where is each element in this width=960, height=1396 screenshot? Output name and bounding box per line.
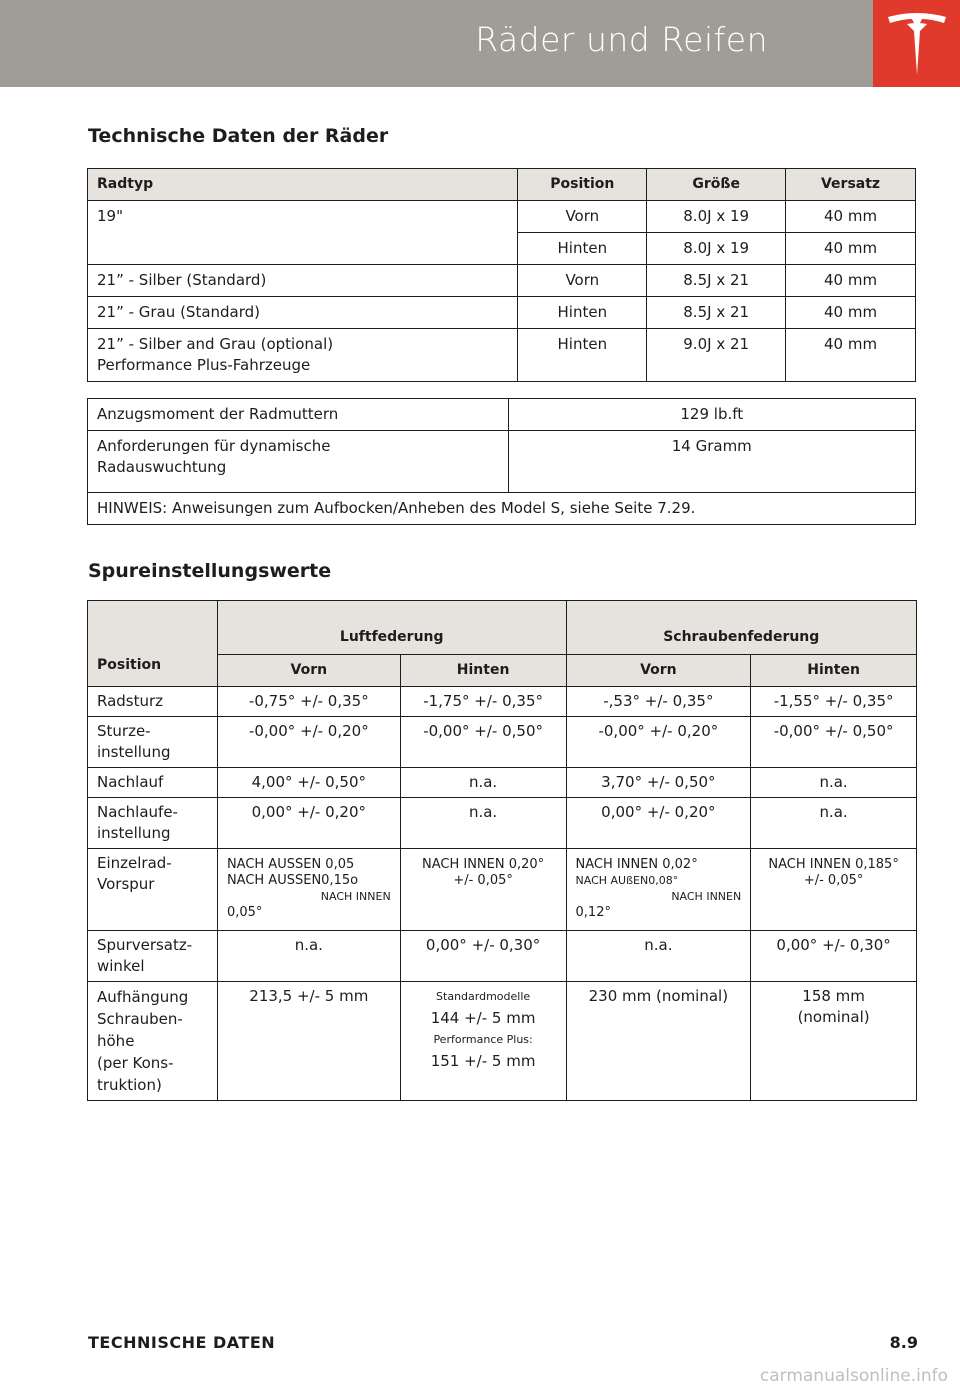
torque-value: 129 lb.ft <box>508 399 915 431</box>
row-label-line: truktion) <box>97 1076 162 1094</box>
row-label-line: (per Kons- <box>97 1054 174 1072</box>
row-label-line: Einzelrad- <box>97 854 172 872</box>
footer-section-label: TECHNISCHE DATEN <box>88 1333 276 1352</box>
offset-cell: 40 mm <box>786 233 916 265</box>
offset-cell: 40 mm <box>786 265 916 297</box>
toe-line: +/- 0,05° <box>803 873 864 888</box>
row-label-line: höhe <box>97 1032 135 1050</box>
size-cell: 9.0J x 21 <box>647 329 786 382</box>
wheel-type-cell: 21” - Grau (Standard) <box>88 297 518 329</box>
wheel-type-cell <box>88 329 518 382</box>
toe-line: 0,12° <box>575 905 611 920</box>
table-row <box>88 687 917 717</box>
value-cell: -0,00° +/- 0,20° <box>566 717 751 768</box>
toe-line: NACH INNEN 0,20° <box>422 857 545 872</box>
col-header: Vorn <box>566 655 751 687</box>
position-cell: Vorn <box>518 201 647 233</box>
table-header-row <box>88 601 917 655</box>
value-cell: -1,75° +/- 0,35° <box>400 687 566 717</box>
toe-cell <box>566 849 751 931</box>
row-label <box>88 982 218 1101</box>
offset-cell: 40 mm <box>786 297 916 329</box>
row-label-line: Aufhängung <box>97 988 189 1006</box>
value-cell: -1,55° +/- 0,35° <box>751 687 917 717</box>
toe-line: NACH INNEN <box>671 890 742 903</box>
header-bar <box>0 0 873 87</box>
value-cell: -,53° +/- 0,35° <box>566 687 751 717</box>
table-row <box>88 399 916 431</box>
value-cell: -0,00° +/- 0,50° <box>400 717 566 768</box>
note-cell: HINWEIS: Anweisungen zum Aufbocken/Anheben des Model S, siehe Seite 7.29. <box>88 493 916 525</box>
toe-line: NACH INNEN <box>320 890 391 903</box>
height-cell <box>751 982 917 1101</box>
wheel-type-line: 21” - Silber and Grau (optional) <box>97 335 334 353</box>
table-row <box>88 297 916 329</box>
toe-cell <box>400 849 566 931</box>
col-header: Radtyp <box>88 169 518 201</box>
table-header-row <box>88 169 916 201</box>
table-row <box>88 798 917 849</box>
offset-cell: 40 mm <box>786 329 916 382</box>
value-cell: -0,75° +/- 0,35° <box>217 687 400 717</box>
row-label <box>88 717 218 768</box>
row-label <box>88 798 218 849</box>
height-line: Performance Plus: <box>433 1033 533 1046</box>
wheels-section-title: Technische Daten der Räder <box>88 125 389 147</box>
position-cell: Vorn <box>518 265 647 297</box>
value-cell: 0,00° +/- 0,30° <box>751 931 917 982</box>
size-cell: 8.0J x 19 <box>647 201 786 233</box>
toe-cell <box>217 849 400 931</box>
value-cell: 213,5 +/- 5 mm <box>217 982 400 1101</box>
height-cell <box>400 982 566 1101</box>
value-cell: n.a. <box>217 931 400 982</box>
value-cell: n.a. <box>566 931 751 982</box>
height-line: (nominal) <box>797 1008 870 1026</box>
value-cell: 0,00° +/- 0,30° <box>400 931 566 982</box>
table-row <box>88 201 916 233</box>
row-label-line: Nachlaufe- <box>97 803 178 821</box>
row-label-line: winkel <box>97 957 145 975</box>
watermark: carmanualsonline.info <box>759 1366 948 1386</box>
alignment-table <box>87 600 917 1101</box>
height-line: Standardmodelle <box>436 990 531 1003</box>
value-cell: -0,00° +/- 0,50° <box>751 717 917 768</box>
wheel-type-cell: 19" <box>88 201 518 265</box>
table-row <box>88 982 917 1101</box>
position-cell: Hinten <box>518 329 647 382</box>
row-label-line: Spurversatz- <box>97 936 193 954</box>
offset-cell: 40 mm <box>786 201 916 233</box>
wheel-type-line: Performance Plus-Fahrzeuge <box>97 356 311 374</box>
table-row <box>88 265 916 297</box>
table-row <box>88 329 916 382</box>
tesla-logo <box>873 0 960 87</box>
row-label-line: Sturze- <box>97 722 151 740</box>
position-cell: Hinten <box>518 297 647 329</box>
balance-label <box>88 431 509 493</box>
col-header: Hinten <box>400 655 566 687</box>
col-header: Größe <box>647 169 786 201</box>
row-label: Nachlauf <box>88 768 218 798</box>
coil-suspension-header: Schraubenfederung <box>566 601 916 655</box>
row-label <box>88 849 218 931</box>
wheel-type-cell: 21” - Silber (Standard) <box>88 265 518 297</box>
balance-value: 14 Gramm <box>508 431 915 493</box>
height-line: 144 +/- 5 mm <box>430 1009 536 1027</box>
value-cell: 230 mm (nominal) <box>566 982 751 1101</box>
row-label-line: Schrauben- <box>97 1010 183 1028</box>
value-cell: n.a. <box>400 768 566 798</box>
toe-line: 0,05° <box>226 905 263 920</box>
table-row <box>88 493 916 525</box>
balance-label-line: Anforderungen für dynamische <box>97 437 331 455</box>
toe-line: +/- 0,05° <box>453 873 513 888</box>
value-cell: n.a. <box>400 798 566 849</box>
position-header: Position <box>88 601 218 687</box>
toe-line: NACH INNEN 0,02° <box>575 857 698 872</box>
table-row <box>88 431 916 493</box>
toe-cell <box>751 849 917 931</box>
wheel-spec-table <box>87 168 916 382</box>
height-line: 151 +/- 5 mm <box>430 1052 536 1070</box>
col-header: Hinten <box>751 655 917 687</box>
table-row <box>88 931 917 982</box>
value-cell: 0,00° +/- 0,20° <box>217 798 400 849</box>
toe-line: NACH AUSSEN 0,05 <box>226 857 355 872</box>
col-header: Position <box>518 169 647 201</box>
size-cell: 8.5J x 21 <box>647 297 786 329</box>
row-label-line: Vorspur <box>97 875 155 893</box>
table-row <box>88 849 917 931</box>
alignment-section-title: Spureinstellungswerte <box>88 560 332 582</box>
col-header: Vorn <box>217 655 400 687</box>
torque-table <box>87 398 916 525</box>
toe-line: NACH AUSSEN0,15o <box>226 873 359 888</box>
value-cell: n.a. <box>751 768 917 798</box>
value-cell: 4,00° +/- 0,50° <box>217 768 400 798</box>
size-cell: 8.0J x 19 <box>647 233 786 265</box>
toe-line: NACH AUßEN0,08° <box>575 874 679 887</box>
page-title: Räder und Reifen <box>475 20 768 59</box>
size-cell: 8.5J x 21 <box>647 265 786 297</box>
tesla-logo-icon <box>886 11 948 77</box>
page-number: 8.9 <box>889 1333 918 1352</box>
col-header: Versatz <box>786 169 916 201</box>
height-line: 158 mm <box>802 987 865 1005</box>
value-cell: 3,70° +/- 0,50° <box>566 768 751 798</box>
row-label-line: instellung <box>97 743 171 761</box>
table-row <box>88 768 917 798</box>
row-label: Radsturz <box>88 687 218 717</box>
row-label-line: instellung <box>97 824 171 842</box>
value-cell: n.a. <box>751 798 917 849</box>
value-cell: 0,00° +/- 0,20° <box>566 798 751 849</box>
row-label <box>88 931 218 982</box>
torque-label: Anzugsmoment der Radmuttern <box>88 399 509 431</box>
toe-line: NACH INNEN 0,185° <box>768 857 899 872</box>
table-row <box>88 717 917 768</box>
air-suspension-header: Luftfederung <box>217 601 566 655</box>
position-cell: Hinten <box>518 233 647 265</box>
balance-label-line: Radauswuchtung <box>97 458 227 476</box>
value-cell: -0,00° +/- 0,20° <box>217 717 400 768</box>
